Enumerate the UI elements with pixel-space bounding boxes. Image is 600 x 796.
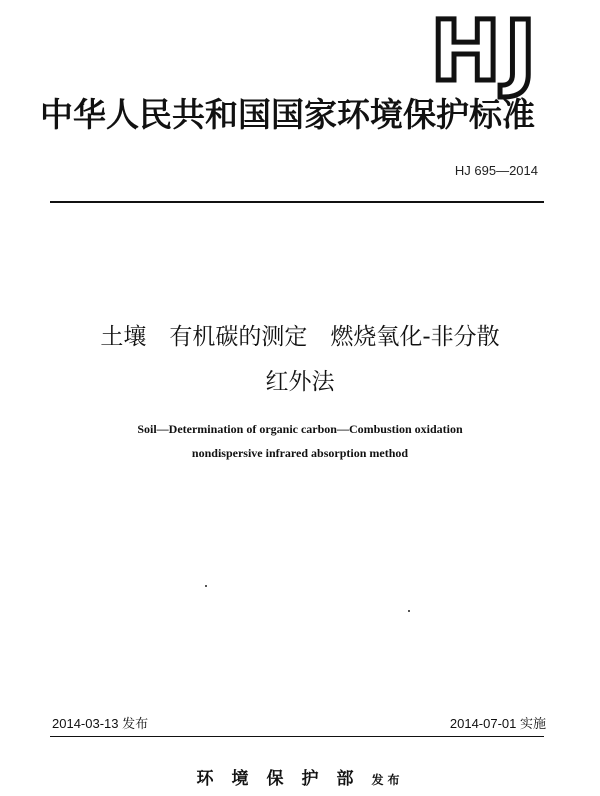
footer-issuer [0, 764, 600, 789]
title-en-line2: nondispersive infrared absorption method [191, 446, 409, 460]
hj-logo: HJ [430, 2, 540, 100]
title-en-line1: Soil—Determination of organic carbon—Combustion oxidation [137, 422, 463, 436]
issuer-suffix: 发布 [371, 773, 404, 787]
top-divider [50, 201, 544, 203]
publisher-title: 中华人民共和国国家环境保护标准 [40, 95, 535, 134]
implementation-date: 2014-07-01 实施 [449, 716, 546, 731]
title-zh-line1: 土壤 有机碳的测定 燃烧氧化-非分散 [100, 324, 500, 350]
scan-speck [408, 610, 410, 612]
scan-speck [205, 585, 207, 587]
issuer-name: 环境保护部 [196, 769, 372, 789]
title-zh-line2: 红外法 [265, 369, 335, 395]
standard-number: HJ 695—2014 [454, 163, 538, 178]
issue-date: 2014-03-13 发布 [52, 716, 149, 731]
bottom-divider [50, 736, 544, 737]
